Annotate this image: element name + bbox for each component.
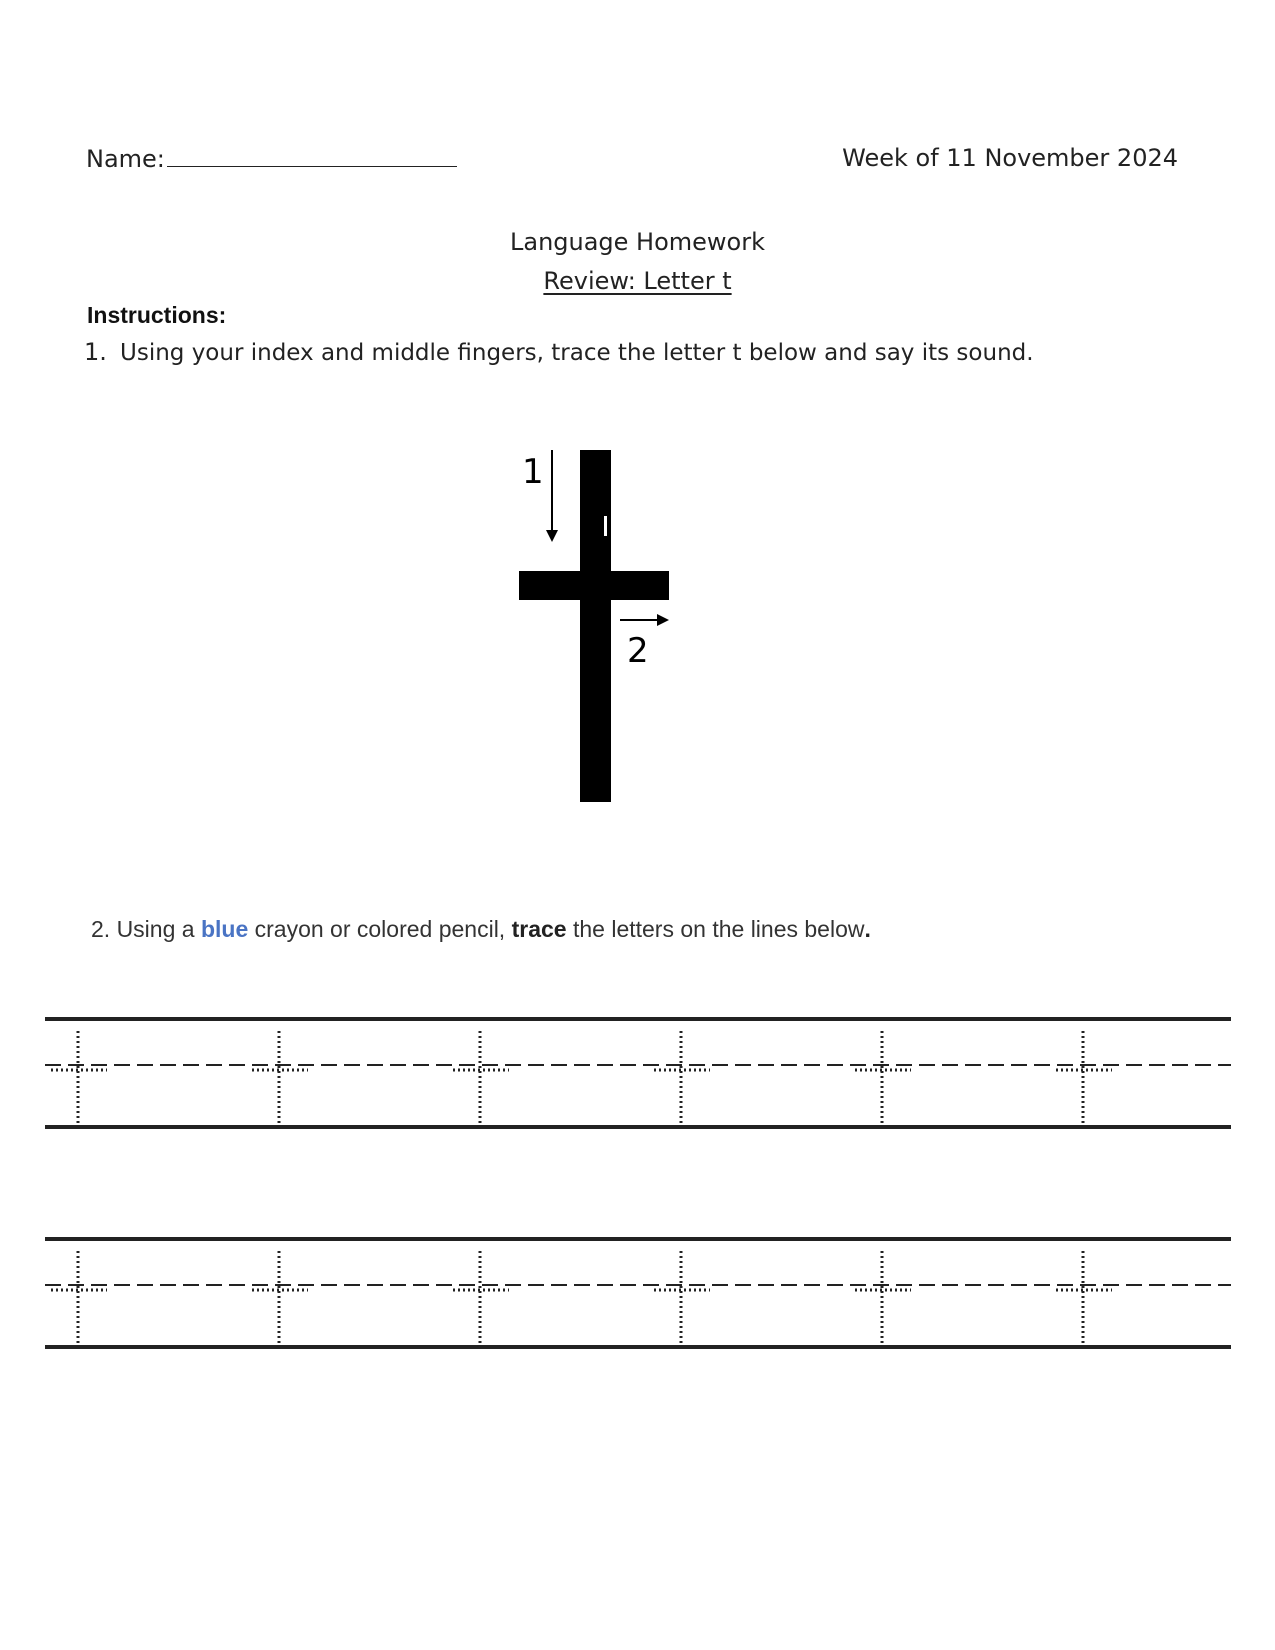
dotted-letter-t: [1056, 1251, 1112, 1345]
letter-t-stroke-diagram: [500, 450, 730, 850]
step-2-prefix: 2. Using a: [91, 916, 201, 942]
step-2: [91, 916, 871, 943]
name-field[interactable]: [86, 144, 457, 173]
dotted-letter-t: [51, 1251, 107, 1345]
step-2-middle: crayon or colored pencil,: [248, 916, 512, 942]
page-subtitle: [0, 267, 1275, 295]
dotted-letter-t: [855, 1251, 911, 1345]
week-label: Week of 11 November 2024: [842, 144, 1178, 172]
step-2-color-word: blue: [200, 916, 249, 942]
dotted-letter-t: [654, 1251, 710, 1345]
dotted-letter-t: [1056, 1031, 1112, 1125]
subtitle-text: Review: Letter t: [543, 267, 732, 295]
step-2-suffix: the letters on the lines below: [566, 916, 865, 942]
stroke-1-label: 1: [522, 452, 544, 492]
dotted-letter-t: [252, 1251, 308, 1345]
step-1: [84, 338, 1034, 366]
stroke-2-arrowhead: [657, 614, 669, 626]
dotted-letter-t: [855, 1031, 911, 1125]
stroke-2-label: 2: [627, 631, 649, 671]
tracing-lines: [45, 1235, 1231, 1355]
instructions-heading: Instructions:: [87, 302, 227, 328]
dotted-letter-t: [51, 1031, 107, 1125]
dotted-letter-t: [453, 1251, 509, 1345]
dotted-letter-t: [453, 1031, 509, 1125]
letter-t-vertical-stroke: [580, 450, 611, 802]
tracing-row-2[interactable]: [45, 1235, 1231, 1355]
stroke-1-arrowhead: [546, 530, 558, 542]
step-1-number: 1.: [84, 338, 107, 366]
tracing-lines: [45, 1015, 1231, 1135]
step-2-period: .: [864, 916, 871, 942]
step-1-text: Using your index and middle fingers, trace the letter t below and say its sound.: [120, 340, 1034, 366]
step-2-action-word: trace: [511, 916, 567, 942]
dotted-letter-t: [654, 1031, 710, 1125]
name-blank-line[interactable]: [167, 144, 457, 167]
page-title: Language Homework: [509, 228, 766, 256]
letter-t-horizontal-stroke: [519, 571, 669, 600]
tracing-row-1[interactable]: [45, 1015, 1231, 1135]
name-label: Name:: [86, 145, 165, 173]
dotted-letter-t: [252, 1031, 308, 1125]
